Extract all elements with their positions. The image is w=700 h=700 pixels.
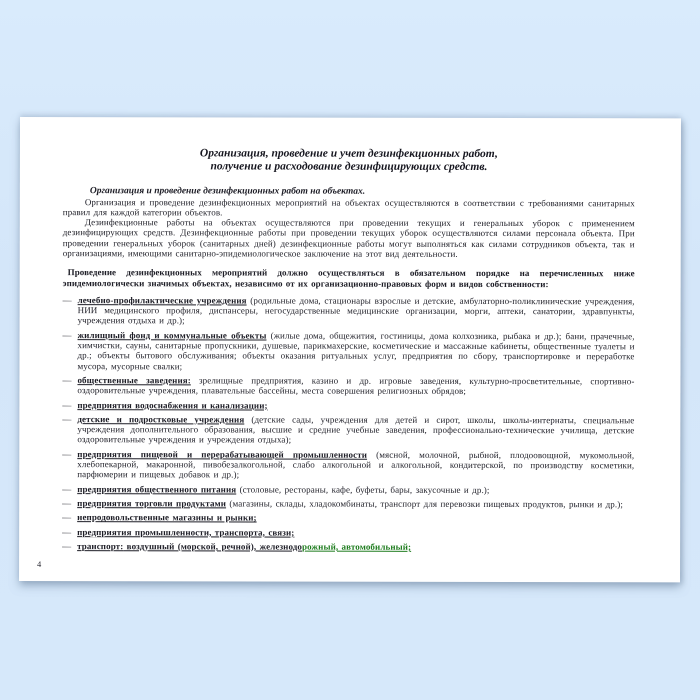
paragraph-organization: Организация и проведение дезинфекционных мероприятий на объектах осуществляются в соответствии с требованиями санитарных правил для каждой категории объектов.: [62, 196, 635, 218]
list-item-transport: [62, 541, 634, 552]
list-item-lead: предприятия пищевой и перерабатывающей промышленности: [77, 448, 368, 460]
bold-paragraph-mandatory-objects: Проведение дезинфекционных мероприятий должно осуществляться в обязательном порядке на перечисленных ниже эпидемиологически значимых объектах, независимо от их организационно-правовых форм и видов собственности:: [62, 267, 635, 289]
list-dash: —: [62, 526, 72, 537]
list-item-lead: предприятия промышленности, транспорта, связи;: [77, 526, 295, 538]
list-item-mid: воздушный (морской, речной), железнодо: [123, 541, 303, 552]
list-item-text: [78, 295, 635, 327]
document-title: [63, 147, 635, 174]
list-item-text: [77, 400, 634, 411]
list-item-lead: предприятия водоснабжения и канализации;: [77, 399, 268, 411]
list-item-rest: (родильные дома, стационары взрослые и детские, амбулаторно-поликлинические учреждения, НИИ медицинского профиля, диспансеры, негосударственные медицинские организации, морги, аптеки, санатории, здравпункты, учреждения отдыха и др.);: [77, 295, 635, 326]
list-item-text: [77, 498, 634, 509]
disinfection-objects-list: [62, 295, 635, 552]
list-dash: —: [62, 483, 72, 494]
list-item-food-industry: [62, 449, 634, 481]
list-item-rest: (магазины, склады, хладокомбинаты, транспорт для перевозки пищевых продуктов, рынки и др.);: [226, 498, 623, 510]
list-item-nonfood-stores: [62, 512, 634, 523]
list-dash: —: [62, 498, 72, 509]
list-item-lead: предприятия торговли продуктами: [77, 498, 227, 509]
list-item-text: [77, 484, 634, 495]
list-item-water-supply: [62, 400, 634, 411]
list-item-rest: зрелищные предприятия, казино и др. игровые заведения, культурно-просветительные, спортивно-оздоровительные учреждения, плавательные бассейны, места совершения религиозных обрядов;: [77, 375, 635, 397]
page-number: 4: [37, 559, 42, 570]
list-dash: —: [62, 294, 72, 305]
title-line-1: Организация, проведение и учет дезинфекционных работ,: [199, 147, 498, 161]
list-dash: —: [62, 540, 72, 551]
list-item-text: [77, 449, 634, 481]
list-item-text: [77, 541, 634, 552]
list-item-lead: непродовольственные магазины и рынки;: [77, 512, 257, 523]
list-item-lead: детские и подростковые учреждения: [77, 413, 245, 425]
paragraph-disinfection-works: Дезинфекционные работы на объектах осуществляются при проведении текущих и генеральных уборок с применением дезинфицирующих средств. Дезинфекционные работы при проведении текущих уборок осуществляются силами персонала объекта. При проведении генеральных уборок (санитарных дней) дезинфекционные работы могут выполняться как силами сотрудников объекта, так и организациями, имеющими санитарно-эпидемиологическое заключение на этот вид деятельности.: [62, 217, 635, 259]
list-item-lead: жилищный фонд и коммунальные объекты: [77, 329, 267, 341]
list-item-rest: (мясной, молочной, рыбной, плодоовощной, мукомольной, хлебопекарной, макаронной, пивобезалкогольной, слабо алкогольной и алкогольной, кондитерской, по производству косметики, парфюмерии и пищевых добавок и др.);: [77, 449, 635, 480]
list-item-catering: [62, 484, 634, 495]
document-page: [19, 117, 681, 582]
list-dash: —: [62, 329, 72, 340]
list-item-text: [77, 330, 634, 372]
list-item-text: [77, 414, 634, 446]
list-item-lead: транспорт:: [77, 540, 124, 552]
list-item-rest: (столовые, рестораны, кафе, буфеты, бары, закусочные и др.);: [236, 484, 490, 495]
list-dash: —: [62, 512, 72, 523]
list-item-lead: общественные заведения:: [77, 375, 191, 386]
section-heading: Организация и проведение дезинфекционных работ на объектах.: [89, 186, 366, 197]
list-item-text: [77, 527, 634, 538]
list-item-lead: лечебно-профилактические учреждения: [77, 294, 247, 306]
list-item-public-venues: [62, 375, 634, 397]
list-dash: —: [62, 399, 72, 410]
list-item-text: [77, 512, 634, 523]
list-item-housing: [62, 330, 634, 372]
list-item-children-institutions: [62, 414, 634, 446]
list-item-text: [77, 375, 634, 397]
list-dash: —: [62, 375, 72, 386]
list-item-lead: предприятия общественного питания: [77, 483, 237, 495]
list-item-medical: [63, 295, 635, 327]
list-dash: —: [62, 448, 72, 459]
list-item-food-trade: [62, 498, 634, 509]
list-item-industry-transport-comms: [62, 527, 634, 538]
list-dash: —: [62, 413, 72, 424]
list-item-green-text: рожный, автомобильный;: [302, 541, 412, 552]
list-item-rest: (детские сады, учреждения для детей и сирот, школы, школы-интернаты, специальные учреждения дополнительного образования, высшие и средние учебные заведения, профессионально-технические училища, детские оздоровительные учреждения и учреждения отдыха);: [77, 414, 635, 446]
list-item-rest: (жилые дома, общежития, гостиницы, дома колхозника, рыбака и др.); бани, прачечные, химчистки, сауны, санитарные пропускники, душевые, парикмахерские, косметические и массажные кабинеты, общественные туалеты и др.; объекты бытового обслуживания; объекты оказания ритуальных услуг, предприятия по сбору, транспортировке и переработке мусора, мусорные свалки;: [77, 330, 635, 371]
title-line-2: получение и расходование дезинфицирующих средств.: [210, 160, 488, 173]
